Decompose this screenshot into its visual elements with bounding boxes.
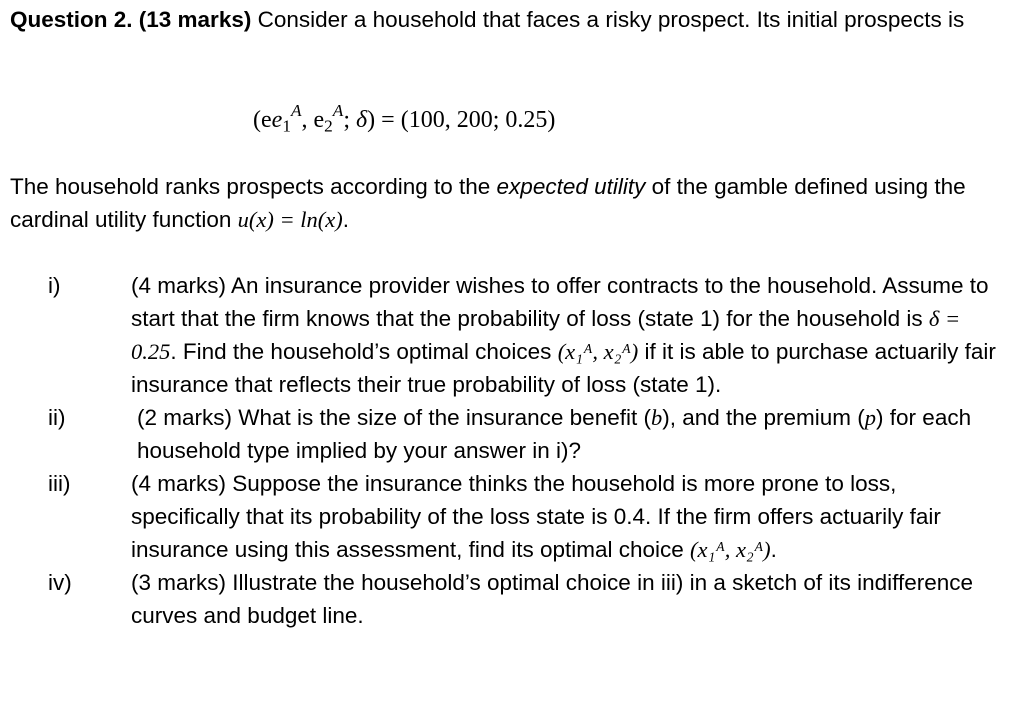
part-label: ii): [48, 405, 66, 430]
question-intro-text: Consider a household that faces a risky prospect. Its initial prospects is: [251, 7, 965, 32]
delta-equation: δ = 0.25: [131, 306, 961, 364]
optimal-choice-math: (x₁ᴬ, x₂ᴬ): [690, 537, 771, 562]
part-label: iv): [48, 570, 72, 595]
optimal-choice-math: (x₁ᴬ, x₂ᴬ): [557, 339, 639, 364]
household-description: The household ranks prospects according to the expected utility of the gamble defined using the cardinal utility function u(x) = ln(x).: [10, 174, 966, 232]
part-iv: [0, 566, 1024, 632]
question-parts: [0, 269, 1024, 632]
part-i: [0, 269, 1024, 401]
emphasis-expected-utility: expected utility: [496, 174, 646, 199]
part-iii: [0, 467, 1024, 566]
question-heading: Question 2. (13 marks): [10, 7, 252, 32]
part-text: (2 marks) What is the size of the insurance benefit (b), and the premium (p) for each household type implied by your answer in i)?: [137, 405, 972, 463]
part-ii: [0, 401, 1024, 467]
utility-function: u(x) = ln(x): [237, 207, 343, 232]
part-text: (4 marks) An insurance provider wishes to offer contracts to the household. Assume to start that the firm knows that the probability of loss (state 1) for the household is δ = 0.25. Find the household’s optimal choices (x₁ᴬ, x₂ᴬ) if it is able to purchase actuarily fair insurance that reflects their true probability of loss (state 1).: [131, 273, 996, 397]
question-intro: [10, 3, 1010, 36]
part-text: (3 marks) Illustrate the household’s optimal choice in iii) in a sketch of its indifference curves and budget line.: [131, 570, 974, 628]
part-text: (4 marks) Suppose the insurance thinks the household is more prone to loss, specifically that its probability of the loss state is 0.4. If the firm offers actuarily fair insurance using this assessment, find its optimal choice (x₁ᴬ, x₂ᴬ).: [131, 471, 941, 562]
initial-prospects-equation: ($ee_1^A$, $e_2^A$; δ) = (100, 200; 0.25): [253, 100, 556, 136]
part-label: iii): [48, 471, 71, 496]
part-label: i): [48, 273, 61, 298]
